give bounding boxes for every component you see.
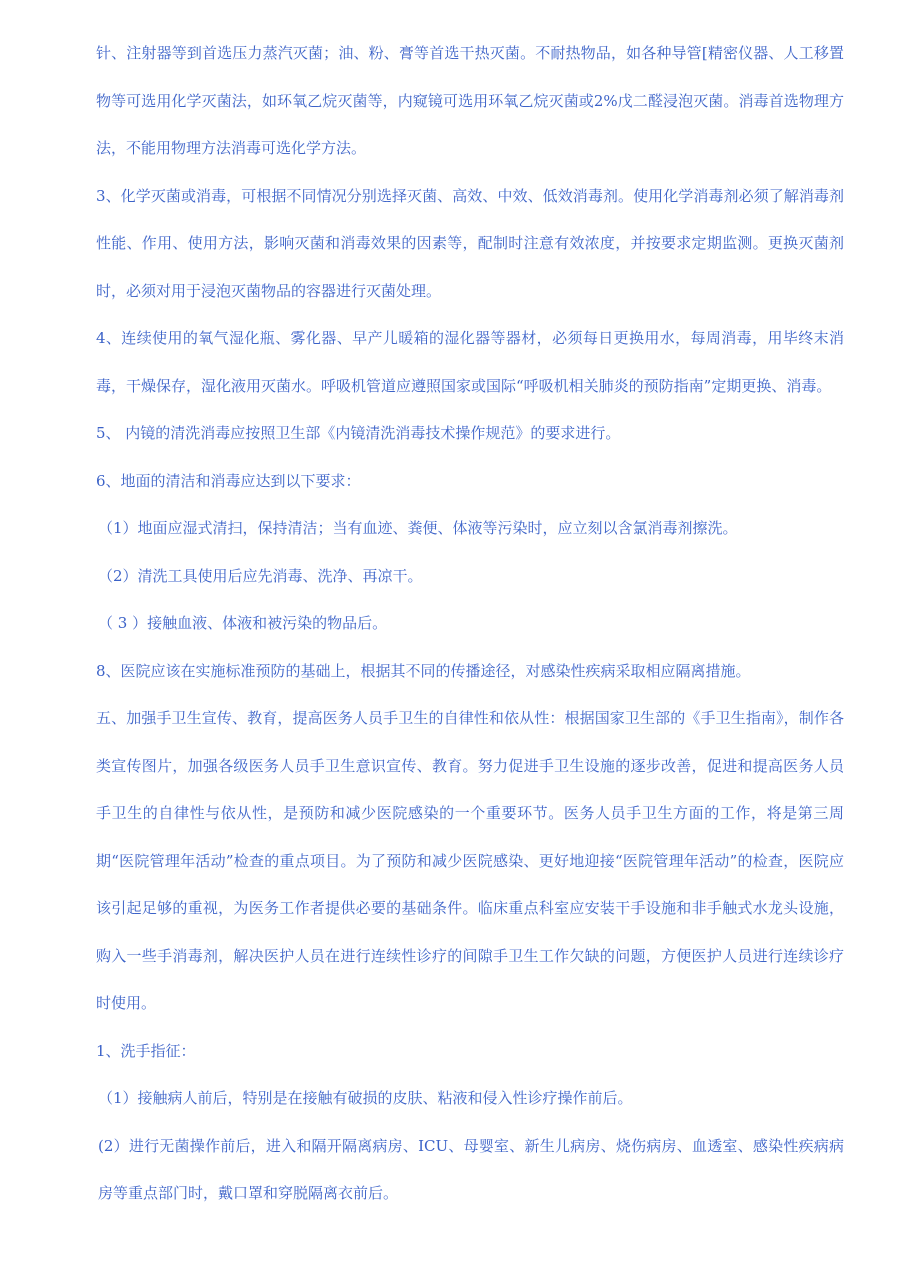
paragraph-humidifier-equipment: 4、连续使用的氧气湿化瓶、雾化器、早产儿暖箱的湿化器等器材，必须每日更换用水，每周消毒，用毕终末消毒，干燥保存，湿化液用灭菌水。呼吸机管道应遵照国家或国际“呼吸机相关肺炎的预防指南”定期更换、消毒。 (96, 329, 844, 395)
paragraph-indication-item-1: （1）接触病人前后，特别是在接触有破损的皮肤、粘液和侵入性诊疗操作前后。 (98, 1089, 633, 1107)
paragraph-indication-item-2: (2）进行无菌操作前后，进入和隔开隔离病房、ICU、母婴室、新生儿病房、烧伤病房、血透室、感染性疾病病房等重点部门时，戴口罩和穿脱隔离衣前后。 (98, 1136, 844, 1202)
paragraph-floor-item-1: （1）地面应湿式清扫，保持清洁；当有血迹、粪便、体液等污染时，应立刻以含氯消毒剂擦洗。 (98, 519, 738, 537)
paragraph-floor-item-2: （2）清洗工具使用后应先消毒、洗净、再凉干。 (98, 566, 423, 585)
paragraph-floor-cleaning-heading: 6、地面的清洁和消毒应达到以下要求： (96, 471, 361, 490)
document-body (96, 30, 844, 1218)
paragraph-hand-hygiene-section: 五、加强手卫生宣传、教育，提高医务人员手卫生的自律性和依从性：根据国家卫生部的《手卫生指南》，制作各类宣传图片，加强各级医务人员手卫生意识宣传、教育。努力促进手卫生设施的逐步改善，促进和提高医务人员手卫生的自律性与依从性，是预防和减少医院感染的一个重要环节。医务人员手卫生方面的工作，将是第三周期“医院管理年活动”检查的重点项目。为了预防和减少医院感染、更好地迎接“医院管理年活动”的检查，医院应该引起足够的重视，为医务工作者提供必要的基础条件。临床重点科室应安装干手设施和非手触式水龙头设施，购入一些手消毒剂，解决医护人员在进行连续性诊疗的间隙手卫生工作欠缺的问题，方便医护人员进行连续诊疗时使用。 (96, 709, 844, 1012)
paragraph-endoscope-cleaning: 5、 内镜的清洗消毒应按照卫生部《内镜清洗消毒技术操作规范》的要求进行。 (96, 424, 621, 442)
paragraph-sterilization-methods: 针、注射器等到首选压力蒸汽灭菌；油、粉、膏等首选干热灭菌。不耐热物品，如各种导管[精密仪器、人工移置物等可选用化学灭菌法，如环氧乙烷灭菌等，内窥镜可选用环氧乙烷灭菌或2%戊二醛浸泡灭菌。消毒首选物理方法，不能用物理方法消毒可选化学方法。 (96, 44, 844, 157)
paragraph-chemical-disinfection: 3、化学灭菌或消毒，可根据不同情况分别选择灭菌、高效、中效、低效消毒剂。使用化学消毒剂必须了解消毒剂性能、作用、使用方法，影响灭菌和消毒效果的因素等，配制时注意有效浓度，并按要求定期监测。更换灭菌剂时，必须对用于浸泡灭菌物品的容器进行灭菌处理。 (96, 186, 844, 300)
paragraph-isolation-measures: 8、医院应该在实施标准预防的基础上，根据其不同的传播途径，对感染性疾病采取相应隔离措施。 (96, 661, 751, 680)
paragraph-floor-item-3: （ 3 ）接触血液、体液和被污染的物品后。 (98, 614, 388, 632)
paragraph-handwashing-indications: 1、洗手指征： (96, 1041, 196, 1060)
